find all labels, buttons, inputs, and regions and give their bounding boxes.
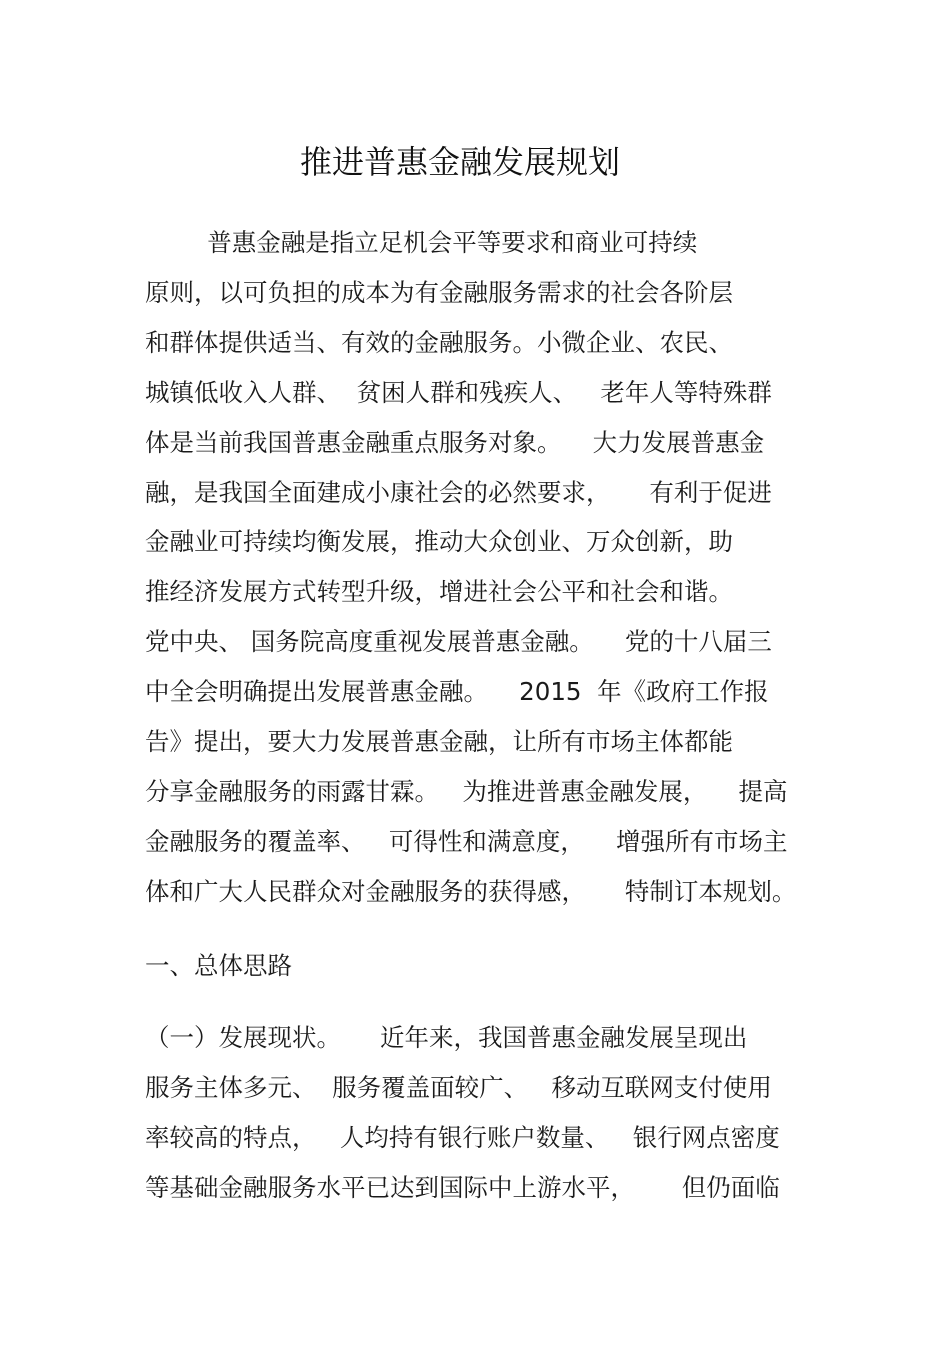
paragraph-line: 融，是我国全面建成小康社会的必然要求， 有利于促进 [145, 478, 772, 507]
paragraph-line: 体是当前我国普惠金融重点服务对象。 大力发展普惠金 [145, 428, 765, 457]
paragraph-line: 体和广大人民群众对金融服务的获得感， 特制订本规划。 [145, 877, 797, 906]
paragraph-line: 率较高的特点， 人均持有银行账户数量、 银行网点密度 [145, 1123, 780, 1152]
paragraph-line: 服务主体多元、 服务覆盖面较广、 移动互联网支付使用 [145, 1073, 772, 1102]
paragraph-line: 普惠金融是指立足机会平等要求和商业可持续 [145, 228, 698, 257]
paragraph-line: 推经济发展方式转型升级，增进社会公平和社会和谐。 [145, 577, 733, 606]
paragraph-line: 金融服务的覆盖率、 可得性和满意度， 增强所有市场主 [145, 827, 788, 856]
paragraph-line: 城镇低收入人群、 贫困人群和残疾人、 老年人等特殊群 [145, 378, 772, 407]
paragraph-line: 中全会明确提出发展普惠金融。 2015 年《政府工作报 [145, 677, 769, 706]
document-title: 推进普惠金融发展规划 [299, 143, 620, 181]
paragraph-line: 分享金融服务的雨露甘霖。 为推进普惠金融发展， 提高 [145, 777, 788, 806]
paragraph-line: （一）发展现状。 近年来，我国普惠金融发展呈现出 [145, 1023, 748, 1052]
paragraph-line: 金融业可持续均衡发展，推动大众创业、万众创新，助 [145, 527, 733, 556]
paragraph-line: 和群体提供适当、有效的金融服务。小微企业、农民、 [145, 328, 733, 357]
section-heading: 一、总体思路 [145, 951, 292, 980]
paragraph-line: 党中央、 国务院高度重视发展普惠金融。 党的十八届三 [145, 627, 772, 656]
paragraph-line: 告》提出，要大力发展普惠金融，让所有市场主体都能 [145, 727, 733, 756]
paragraph-line: 等基础金融服务水平已达到国际中上游水平， 但仍面临 [145, 1173, 780, 1202]
paragraph-line: 原则，以可负担的成本为有金融服务需求的社会各阶层 [145, 278, 733, 307]
